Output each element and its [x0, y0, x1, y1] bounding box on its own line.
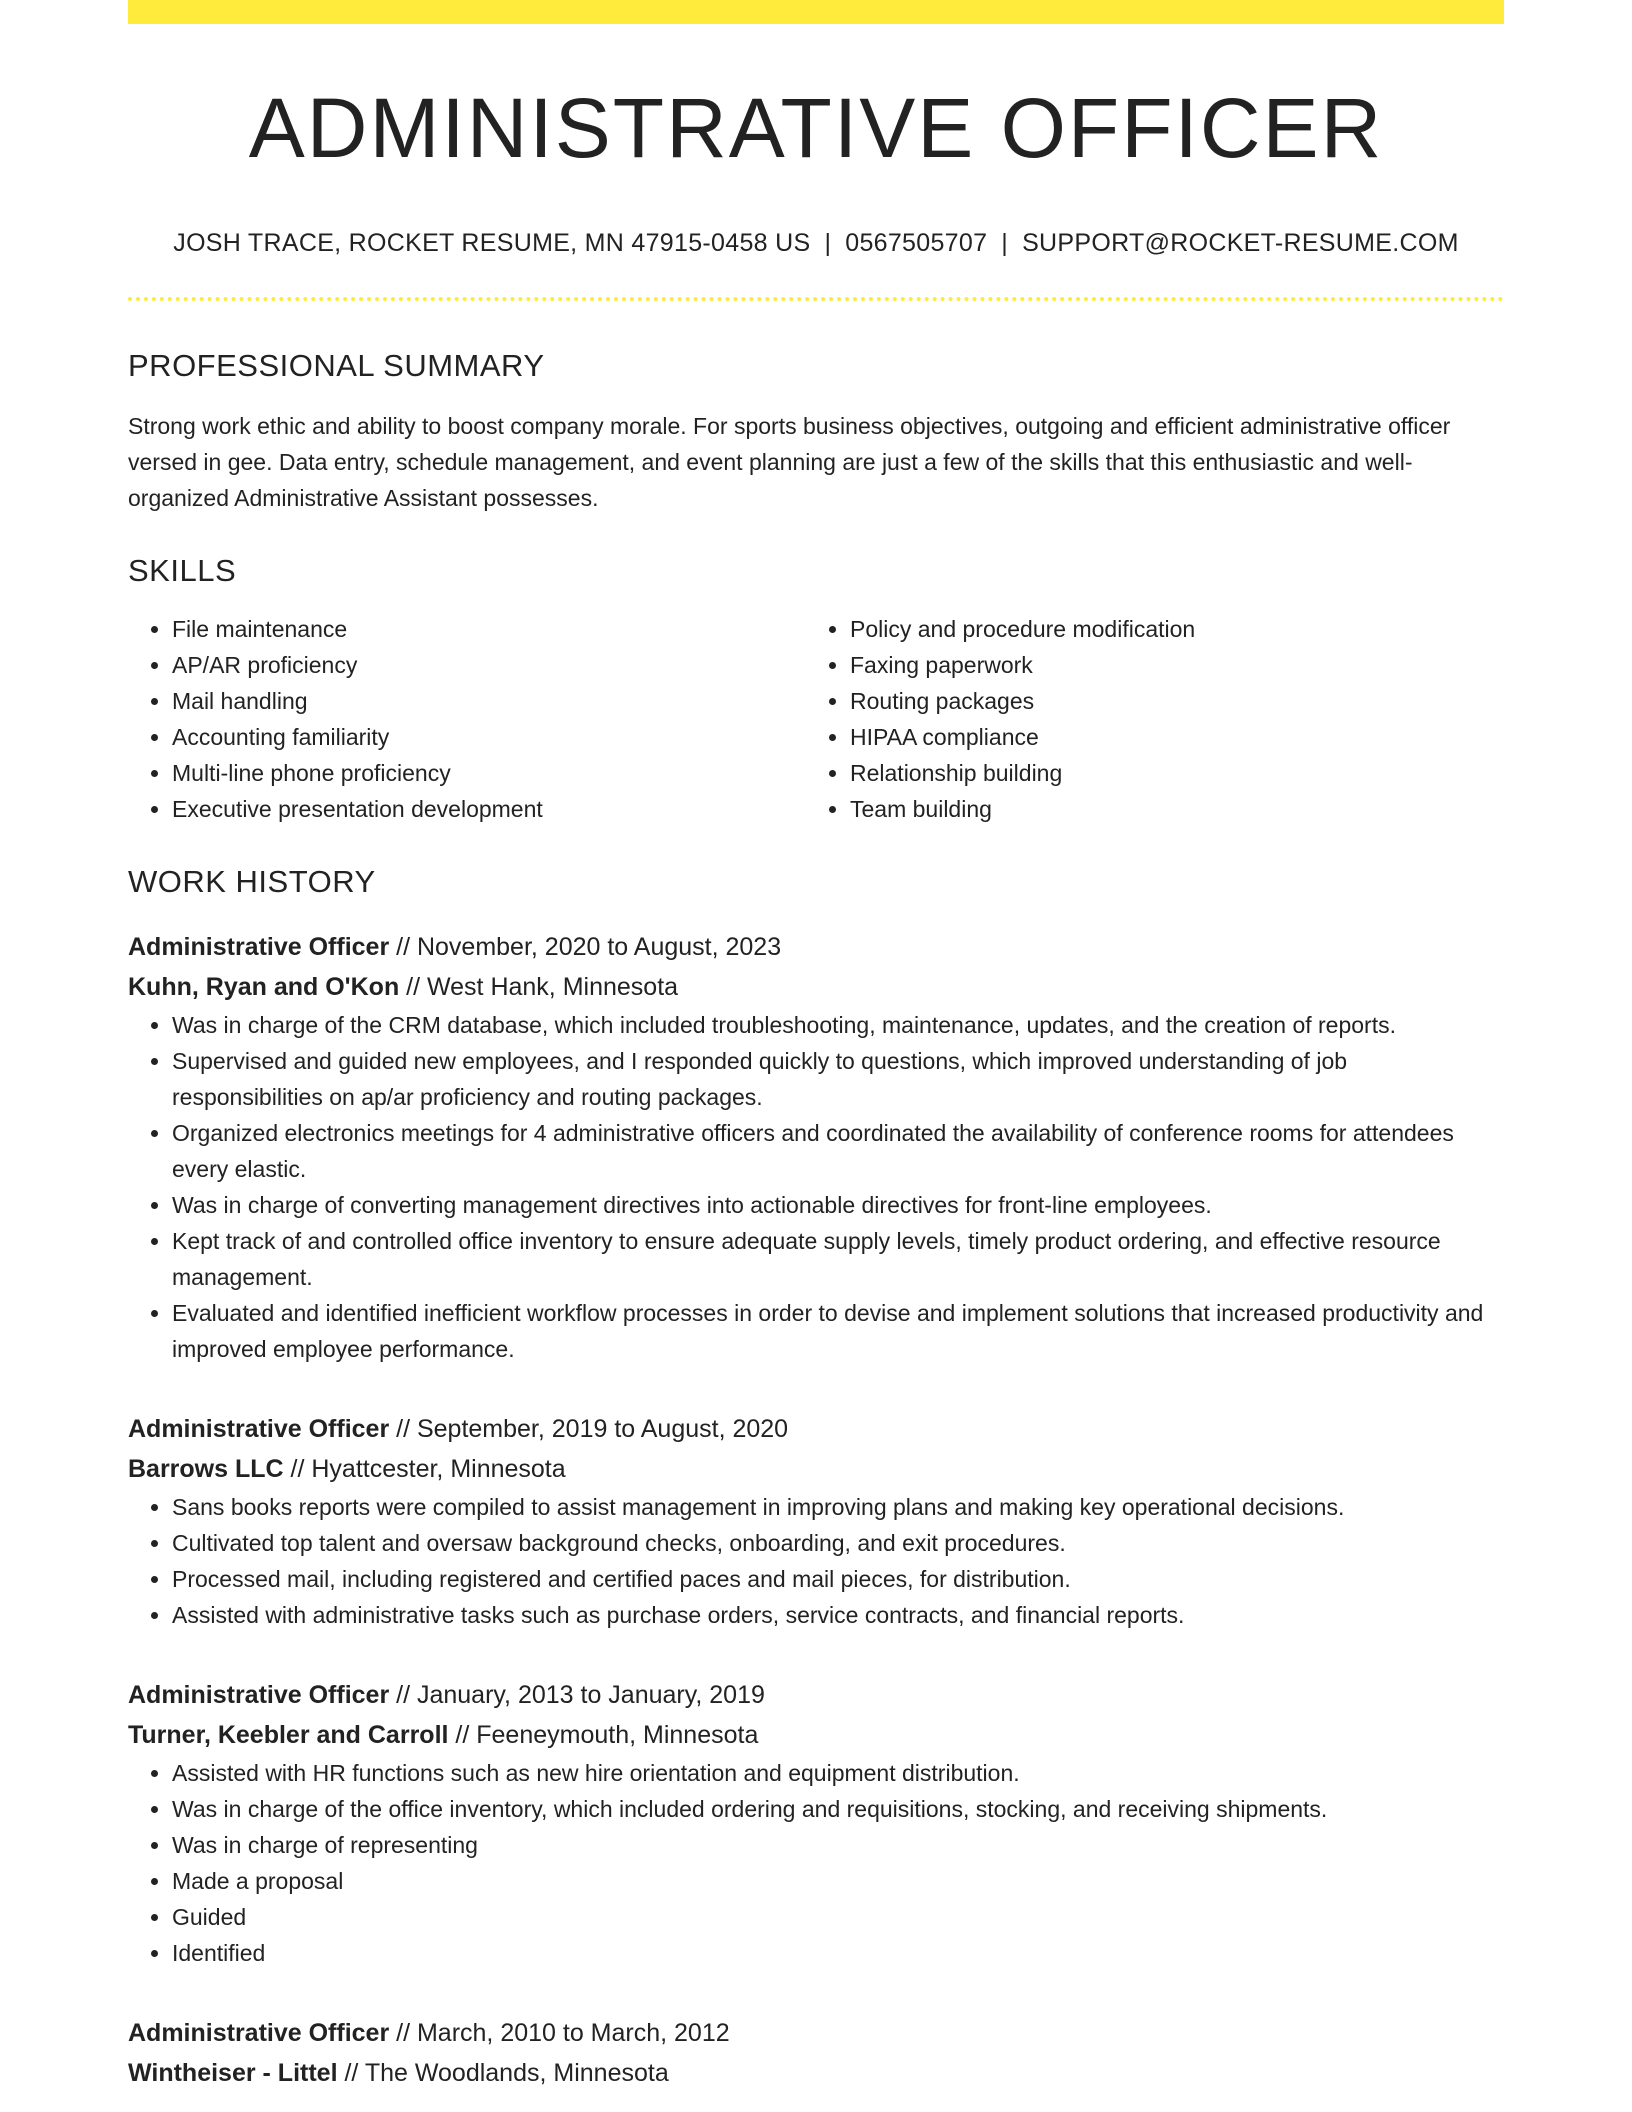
job-location: // West Hank, Minnesota	[399, 972, 679, 1001]
job-entry	[128, 1675, 1504, 1971]
skill-item: • Multi-line phone proficiency	[172, 755, 806, 791]
skill-item: • Faxing paperwork	[850, 647, 1504, 683]
job-dates: // March, 2010 to March, 2012	[389, 2018, 730, 2047]
job-bullets	[128, 1755, 1504, 1971]
job-bullets	[128, 1489, 1504, 1633]
work-history-heading: WORK HISTORY	[128, 864, 376, 900]
job-title: Administrative Officer	[128, 1414, 390, 1443]
job-bullet: • Assisted with administrative tasks such as purchase orders, service contracts, and financial reports.	[172, 1597, 1504, 1633]
job-dates: // January, 2013 to January, 2019	[389, 1680, 765, 1709]
job-title-line	[128, 927, 1504, 967]
skill-item: • Accounting familiarity	[172, 719, 806, 755]
contact-separator: |	[1001, 228, 1009, 257]
skills-list-right	[806, 611, 1504, 827]
job-bullet: • Kept track of and controlled office inventory to ensure adequate supply levels, timely product ordering, and effective resource management.	[172, 1223, 1504, 1295]
job-bullet: • Was in charge of converting management directives into actionable directives for front-line employees.	[172, 1187, 1504, 1223]
skills-heading: SKILLS	[128, 553, 237, 589]
job-company-line	[128, 1449, 1504, 1489]
job-entry	[128, 1409, 1504, 1633]
job-company-line	[128, 967, 1504, 1007]
dotted-divider	[128, 297, 1504, 301]
job-bullet: • Identified	[172, 1935, 1504, 1971]
skill-item: • Team building	[850, 791, 1504, 827]
skill-item: • HIPAA compliance	[850, 719, 1504, 755]
contact-phone: 0567505707	[845, 228, 988, 257]
job-title-line	[128, 2013, 1504, 2053]
contact-address: JOSH TRACE, ROCKET RESUME, MN 47915-0458 US	[173, 228, 811, 257]
job-bullet: • Supervised and guided new employees, and I responded quickly to questions, which improved understanding of job responsibilities on ap/ar proficiency and routing packages.	[172, 1043, 1504, 1115]
job-dates: // September, 2019 to August, 2020	[389, 1414, 789, 1443]
job-company: Kuhn, Ryan and O'Kon	[128, 972, 400, 1001]
job-title: Administrative Officer	[128, 2018, 390, 2047]
job-bullet: • Cultivated top talent and oversaw background checks, onboarding, and exit procedures.	[172, 1525, 1504, 1561]
job-bullet: • Was in charge of the CRM database, which included troubleshooting, maintenance, updates, and the creation of reports.	[172, 1007, 1504, 1043]
job-title: Administrative Officer	[128, 1680, 390, 1709]
job-company: Turner, Keebler and Carroll	[128, 1720, 449, 1749]
job-entry	[128, 927, 1504, 1367]
job-company-line	[128, 1715, 1504, 1755]
skill-item: • AP/AR proficiency	[172, 647, 806, 683]
job-location: // The Woodlands, Minnesota	[337, 2058, 669, 2087]
job-bullet: • Guided	[172, 1899, 1504, 1935]
skill-item: • Mail handling	[172, 683, 806, 719]
skills-grid	[128, 611, 1504, 827]
skill-item: • File maintenance	[172, 611, 806, 647]
contact-email: SUPPORT@ROCKET-RESUME.COM	[1022, 228, 1459, 257]
job-bullet: • Evaluated and identified inefficient workflow processes in order to devise and implement solutions that increased productivity and improved employee performance.	[172, 1295, 1504, 1367]
job-bullet: • Processed mail, including registered and certified paces and mail pieces, for distribution.	[172, 1561, 1504, 1597]
job-company: Barrows LLC	[128, 1454, 284, 1483]
accent-bar	[128, 0, 1504, 24]
job-company-line	[128, 2053, 1504, 2093]
job-bullet: • Sans books reports were compiled to assist management in improving plans and making key operational decisions.	[172, 1489, 1504, 1525]
skill-item: • Routing packages	[850, 683, 1504, 719]
summary-heading: PROFESSIONAL SUMMARY	[128, 348, 545, 384]
summary-text: Strong work ethic and ability to boost company morale. For sports business objectives, outgoing and efficient administrative officer versed in gee. Data entry, schedule management, and event planning are just a few of the skills that this enthusiastic and well-organized Administrative Assistant possesses.	[128, 413, 1451, 512]
job-bullets	[128, 1007, 1504, 1367]
job-title: Administrative Officer	[128, 932, 390, 961]
job-bullet: • Assisted with HR functions such as new hire orientation and equipment distribution.	[172, 1755, 1504, 1791]
job-dates: // November, 2020 to August, 2023	[389, 932, 782, 961]
contact-line	[128, 227, 1504, 260]
job-company: Wintheiser - Littel	[128, 2058, 338, 2087]
job-bullet: • Was in charge of representing	[172, 1827, 1504, 1863]
resume-page	[128, 0, 1504, 2093]
skill-item: • Relationship building	[850, 755, 1504, 791]
skills-list-left	[128, 611, 806, 827]
page-title: ADMINISTRATIVE OFFICER	[248, 81, 1384, 175]
skill-item: • Policy and procedure modification	[850, 611, 1504, 647]
skill-item: • Executive presentation development	[172, 791, 806, 827]
job-title-line	[128, 1675, 1504, 1715]
job-bullet: • Was in charge of the office inventory, which included ordering and requisitions, stocking, and receiving shipments.	[172, 1791, 1504, 1827]
job-bullet: • Organized electronics meetings for 4 administrative officers and coordinated the availability of conference rooms for attendees every elastic.	[172, 1115, 1504, 1187]
job-location: // Hyattcester, Minnesota	[283, 1454, 566, 1483]
job-entry	[128, 2013, 1504, 2093]
job-location: // Feeneymouth, Minnesota	[448, 1720, 759, 1749]
job-title-line	[128, 1409, 1504, 1449]
job-bullet: • Made a proposal	[172, 1863, 1504, 1899]
contact-separator: |	[824, 228, 832, 257]
